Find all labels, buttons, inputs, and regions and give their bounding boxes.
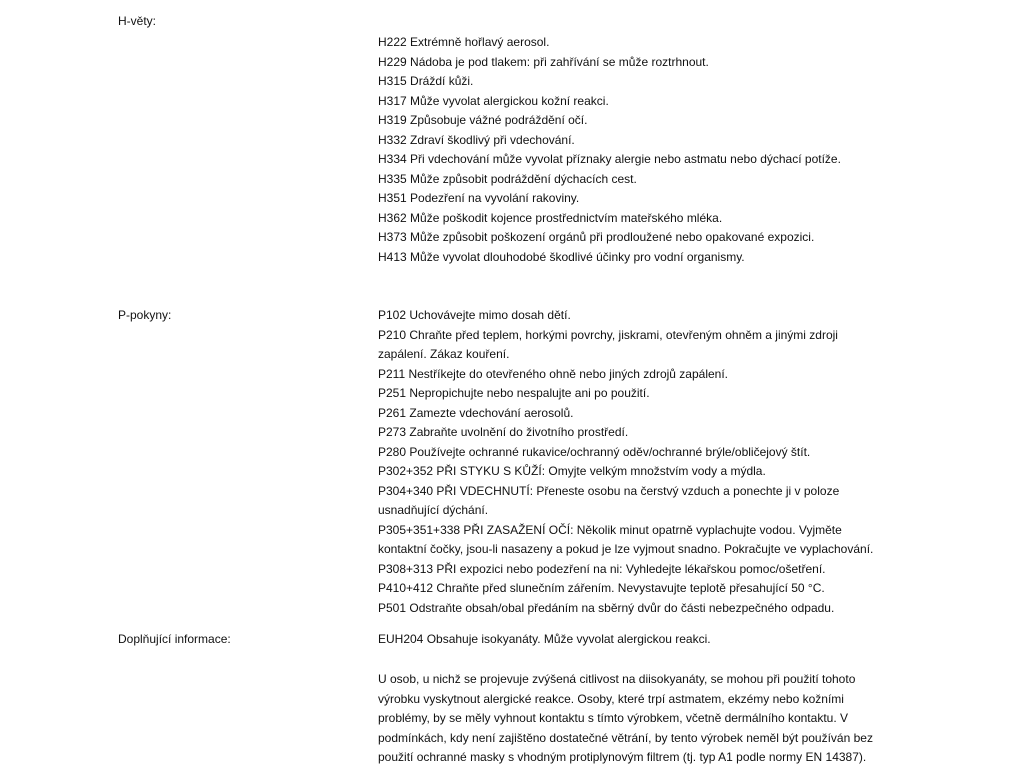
statement-line: P410+412 Chraňte před slunečním zářením. Nevystavujte teplotě přesahující 50 °C. (378, 581, 825, 595)
statement-line: P251 Nepropichujte nebo nespalujte ani po použití. (378, 386, 650, 400)
statement-line: H332 Zdraví škodlivý při vdechování. (378, 132, 575, 147)
statement-line: zapálení. Zákaz kouření. (378, 347, 510, 361)
statement-line: H334 Při vdechování může vyvolat příznaky alergie nebo astmatu nebo dýchací potíže. (378, 152, 841, 166)
statement-line: výrobku vyskytnout alergické reakce. Osoby, které trpí astmatem, ekzémy nebo kožními (378, 691, 844, 706)
statement-line: U osob, u nichž se projevuje zvýšená citlivost na diisokyanáty, se mohou při použití tohoto (378, 672, 856, 686)
label-p-pokyny: P-pokyny: (118, 308, 172, 322)
statement-line: H335 Může způsobit podráždění dýchacích cest. (378, 171, 637, 186)
statement-line: H229 Nádoba je pod tlakem: při zahřívání se může roztrhnout. (378, 54, 709, 69)
statement-line: P210 Chraňte před teplem, horkými povrchy, jiskrami, otevřeným ohněm a jinými zdroji (378, 327, 838, 342)
isocyanate-note (378, 670, 873, 768)
statement-line: podmínkách, kdy není zajištěno dostatečné větrání, by tento výrobek neměl být používán bez (378, 730, 873, 745)
statement-line: H362 Může poškodit kojence prostřednictvím mateřského mléka. (378, 210, 723, 225)
statement-line: P261 Zamezte vdechování aerosolů. (378, 405, 574, 420)
statement-line: kontaktní čočky, jsou-li nasazeny a pokud je lze vyjmout snadno. Pokračujte ve vyplachování. (378, 542, 874, 556)
statement-line: P102 Uchovávejte mimo dosah dětí. (378, 308, 571, 322)
statement-line: P211 Nestříkejte do otevřeného ohně nebo jiných zdrojů zapálení. (378, 366, 729, 381)
label-h-vety: H-věty: (118, 14, 157, 28)
statement-line: H315 Dráždí kůži. (378, 74, 474, 88)
statement-line: H413 Může vyvolat dlouhodobé škodlivé účinky pro vodní organismy. (378, 249, 745, 264)
statement-line: H373 Může způsobit poškození orgánů při prodloužené nebo opakované expozici. (378, 230, 815, 244)
statement-line: P273 Zabraňte uvolnění do životního prostředí. (378, 425, 629, 439)
statement-line: H351 Podezření na vyvolání rakoviny. (378, 191, 580, 205)
statement-line: P302+352 PŘI STYKU S KŮŽÍ: Omyjte velkým množstvím vody a mýdla. (378, 464, 766, 478)
statement-line: použití ochranné masky s vhodným protiplynovým filtrem (tj. typ A1 podle normy EN 14387). (378, 750, 867, 764)
statement-line: P308+313 PŘI expozici nebo podezření na ni: Vyhledejte lékařskou pomoc/ošetření. (378, 561, 826, 576)
p-statements (378, 306, 873, 618)
statement-line: P280 Používejte ochranné rukavice/ochranný oděv/ochranné brýle/obličejový štít. (378, 444, 811, 459)
statement-line: H319 Způsobuje vážné podráždění očí. (378, 113, 588, 127)
statement-line: H317 Může vyvolat alergickou kožní reakci. (378, 93, 609, 108)
label-doplnujici-informace: Doplňující informace: (118, 632, 231, 646)
statement-line: P305+351+338 PŘI ZASAŽENÍ OČÍ: Několik minut opatrně vyplachujte vodou. Vyjměte (378, 522, 842, 537)
statement-line: P304+340 PŘI VDECHNUTÍ: Přeneste osobu na čerstvý vzduch a ponechte ji v poloze (378, 483, 840, 498)
statement-line: P501 Odstraňte obsah/obal předáním na sběrný dvůr do části nebezpečného odpadu. (378, 600, 835, 615)
euh-statements (378, 630, 711, 650)
statement-line: H222 Extrémně hořlavý aerosol. (378, 35, 550, 49)
statement-line: problémy, by se měly vyhnout kontaktu s tímto výrobkem, včetně dermálního kontaktu. V (378, 711, 848, 725)
statement-line: usnadňující dýchání. (378, 503, 489, 517)
statement-line: EUH204 Obsahuje isokyanáty. Může vyvolat alergickou reakci. (378, 632, 711, 646)
h-statements (378, 33, 841, 267)
